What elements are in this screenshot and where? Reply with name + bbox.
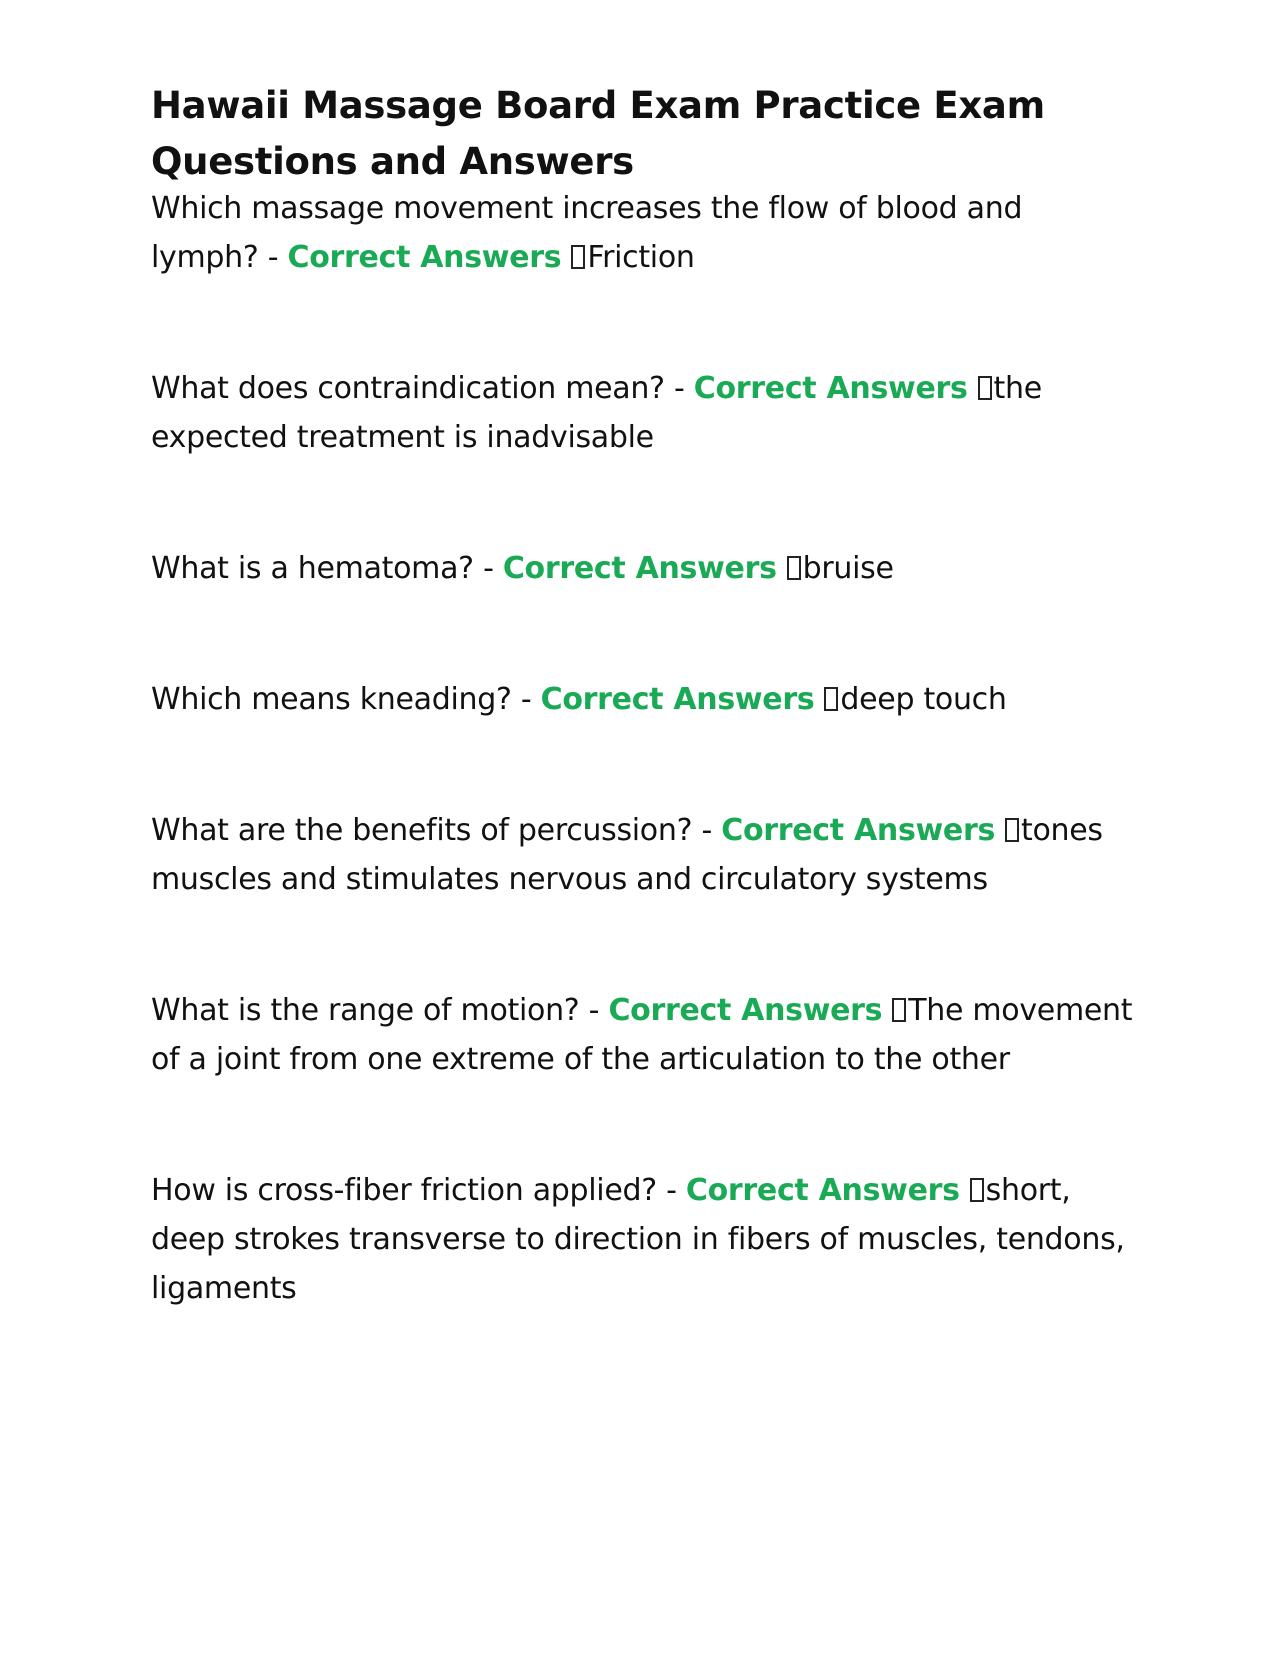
qa-item: [151, 986, 1136, 1084]
missing-glyph-icon: [978, 376, 992, 400]
missing-glyph-icon: [824, 687, 838, 711]
correct-answers-label: Correct Answers: [721, 813, 996, 848]
question-text: Which massage movement increases the flow of blood and lymph?: [151, 191, 1023, 275]
answer-text: Friction: [587, 240, 695, 275]
question-text: What is the range of motion?: [151, 993, 580, 1028]
question-text: How is cross-fiber friction applied?: [151, 1173, 657, 1208]
qa-item: [151, 184, 1136, 282]
answer-text: The movement of a joint from one extreme of the articulation to the other: [151, 993, 1133, 1077]
missing-glyph-icon: [892, 998, 906, 1022]
question-text: What is a hematoma?: [151, 551, 474, 586]
separator: -: [666, 1173, 677, 1208]
document-title: Hawaii Massage Board Exam Practice Exam Questions and Answers: [151, 84, 1045, 183]
answer-text: the expected treatment is inadvisable: [151, 371, 1042, 455]
qa-item: [151, 806, 1136, 904]
correct-answers-label: Correct Answers: [287, 240, 562, 275]
separator: -: [673, 371, 685, 406]
missing-glyph-icon: [571, 245, 585, 269]
question-text: What are the benefits of percussion?: [151, 813, 693, 848]
question-text: What does contraindication mean?: [151, 371, 665, 406]
separator: -: [267, 240, 279, 275]
qa-list: [151, 184, 1136, 1313]
answer-text: short, deep strokes transverse to direction in fibers of muscles, tendons, ligaments: [151, 1173, 1125, 1306]
qa-item: [151, 1166, 1136, 1313]
separator: -: [520, 682, 532, 717]
separator: -: [588, 993, 600, 1028]
answer-text: bruise: [802, 551, 894, 586]
qa-item: [151, 544, 1136, 593]
correct-answers-label: Correct Answers: [502, 551, 777, 586]
correct-answers-label: Correct Answers: [608, 993, 883, 1028]
separator: -: [483, 551, 494, 586]
qa-item: [151, 364, 1136, 462]
correct-answers-label: Correct Answers: [693, 371, 968, 406]
missing-glyph-icon: [1005, 818, 1019, 842]
separator: -: [701, 813, 712, 848]
correct-answers-label: Correct Answers: [540, 682, 815, 717]
answer-text: deep touch: [840, 682, 1007, 717]
question-text: Which means kneading?: [151, 682, 512, 717]
missing-glyph-icon: [970, 1178, 984, 1202]
document-page: [151, 78, 1136, 1395]
missing-glyph-icon: [787, 556, 801, 580]
answer-text: tones muscles and stimulates nervous and circulatory systems: [151, 813, 1103, 897]
qa-item: [151, 675, 1136, 724]
correct-answers-label: Correct Answers: [685, 1173, 960, 1208]
